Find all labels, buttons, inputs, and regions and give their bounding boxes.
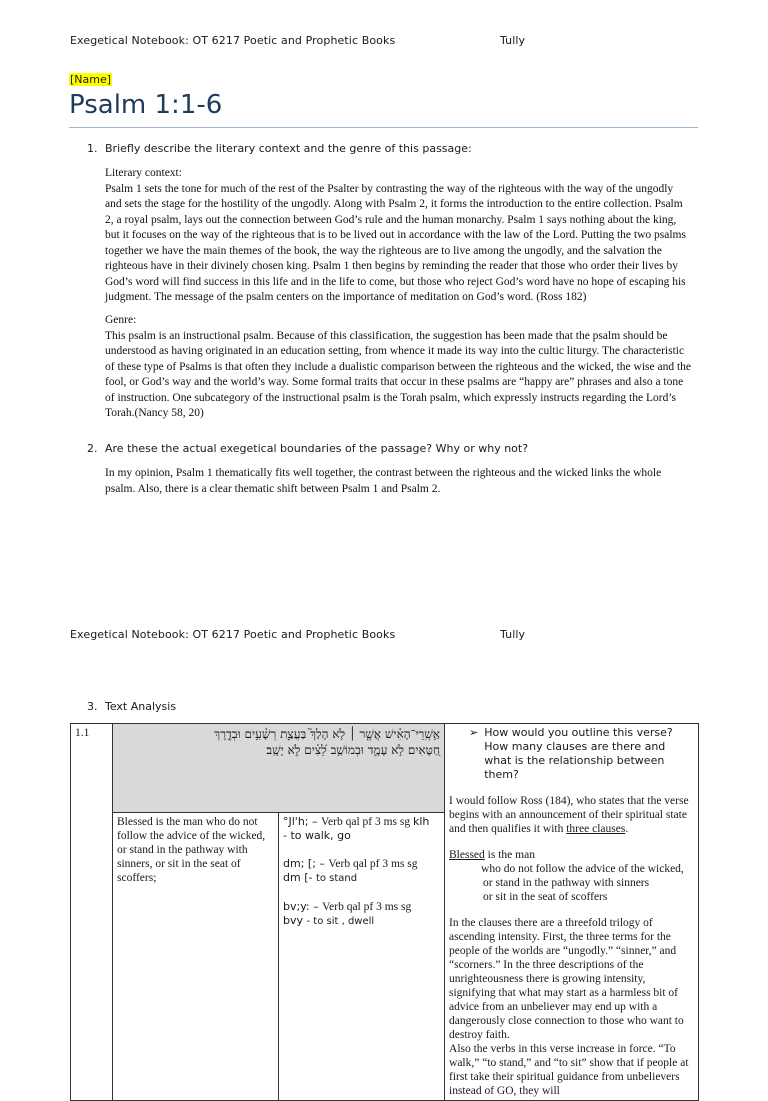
context-line: 2, a royal psalm, lays out the connection between God’s rule and the human monarchy. Psalm 1 says nothing about the king, [105,213,677,226]
q1-text: Briefly describe the literary context and the genre of this passage: [105,142,472,155]
analysis-intro [449,794,694,836]
q1-literary-context [105,166,705,306]
text-analysis-table [70,723,699,1101]
q2-answer [105,466,705,497]
analysis-question-text: How would you outline this verse? How many clauses are there and what is the relationship between them? [484,726,673,781]
genre-line: fool, or God’s way and the world’s way. Some formal traits that occur in these psalms are “happy are” phrases and also a tone [105,376,684,388]
hebrew-line: אַ֥שְֽׁרֵי־הָאִ֗ישׁ אֲשֶׁ֤ר ׀ לֹ֥א הָלַךְ֮ בַּעֲצַ֪ת רְשָׁ֫עִ֥ים וּבְדֶ֣רֶךְ [214,727,441,741]
running-header-author-2: Tully [500,628,526,641]
hebrew-text [113,724,445,813]
q1-genre [105,313,705,422]
parsing-entry [283,900,440,929]
genre-line: understood as having originated in an education setting, from whence it made its way into the cultic liturgy. The characteristic [105,345,685,357]
analysis-intro-text: I would follow Ross (184), who states that the verse begins with an announcement of their spiritual state and then qualifies it with [449,795,689,835]
verse-number: 1.1 [71,724,113,1101]
q2-answer-line: psalm. Also, there is a clear thematic shift between Psalm 1 and Psalm 2. [105,482,441,495]
running-header-author: Tully [500,34,526,47]
outline-head [449,848,694,862]
context-line: Psalm 1 sets the tone for much of the rest of the Psalter by contrasting the way of the righteous with the way of the ungodly [105,182,674,195]
outline-blessed: Blessed [449,849,485,861]
q3-number: 3. [87,700,98,713]
parsing-term: bv;y: – [283,900,323,914]
genre-line: Torah.(Nancy 58, 20) [105,407,204,419]
context-label: Literary context: [105,167,182,179]
genre-line: of instruction. One subcategory of the instructional psalm is the Torah psalm, which expressly instructs regarding the Lord’s [105,391,676,404]
parsing-root: bvy [283,914,307,928]
parsing-term: °Jl'h; – [283,815,321,829]
running-header-course: Exegetical Notebook: OT 6217 Poetic and Prophetic Books [70,34,396,47]
outline-clause-3: or sit in the seat of scoffers [483,891,608,903]
name-placeholder [69,68,112,87]
context-line: God’s word will find success in this life and in the life to come, but those who reject God’s word have no hope of escaping his [105,275,686,288]
parsing-root: klh [413,815,430,829]
genre-label: Genre: [105,314,137,326]
parsing-gloss: - to sit , dwell [306,916,375,928]
context-line: but it focuses on the way of the righteous that is to be lived out in accordance with the law of the Lord. Putting the two psalms [105,229,686,241]
hebrew-line: חַ֭טָּאִים לֹ֥א עָמָ֑ד וּבְמוֹשַׁ֥ב לֵ֝צִ֗ים לֹ֣א יָשָֽׁב׃ [266,743,441,757]
page-title: Psalm 1:1-6 [69,90,223,120]
arrow-bullet-icon: ➢ [469,726,479,739]
analysis-paragraph-2: In the clauses there are a threefold trilogy of ascending intensity. First, the three terms for the people of the worlds are “ungodly.” “sinner,” and “scorners.” In the three descriptions of the unrighteousness there is growing intensity, signifying that what may start as a harmless bit of advice from an unbeliever may end up with a dangerously close connection to those who want to destroy faith. [449,917,684,1041]
table-row [71,724,699,813]
translation-cell: Blessed is the man who do not follow the advice of the wicked, or stand in the pathway with sinners, or sit in the seat of scoffers; [113,813,279,1101]
parsing-morph: Verb qal pf 3 ms sg [322,901,412,914]
parsing-entry [283,857,440,886]
verse-outline [449,848,694,904]
genre-line: of these type of Psalms is that often they include a dualistic comparison between the righteous and the wicked, the wise and the [105,360,692,373]
context-line: judgment. The message of the psalm centers on the importance of meditation on God’s word. (Ross 182) [105,291,587,303]
q2-answer-line: In my opinion, Psalm 1 thematically fits well together, the contrast between the righteous and the wicked links the whole [105,467,662,479]
q3-text: Text Analysis [105,700,177,713]
running-header-course-2: Exegetical Notebook: OT 6217 Poetic and Prophetic Books [70,628,396,641]
parsing-morph: Verb qal pf 3 ms sg [328,858,418,871]
parsing-cell [279,813,445,1101]
context-line: and sets the stage for the hostility of the ungodly. Along with Psalm 2, it forms the introduction to the entire collection. Psalm [105,198,683,210]
context-line: together we have the main themes of the book, the way the righteous are to live among the ungodly, and the salvation the [105,244,662,257]
q2-number: 2. [87,442,98,455]
parsing-root: dm [- [283,871,316,885]
genre-line: This psalm is an instructional psalm. Because of this classification, the suggestion has been made that the psalm should be [105,329,668,342]
parsing-morph: Verb qal pf 3 ms sg [321,816,413,829]
q2-text: Are these the actual exegetical boundaries of the passage? Why or why not? [105,442,529,455]
outline-clause-1: who do not follow the advice of the wicked, [481,863,684,875]
analysis-cell [445,724,699,1101]
q1-number: 1. [87,142,98,155]
parsing-term: dm; [; – [283,857,329,871]
parsing-gloss: to stand [315,873,358,885]
outline-clause-2: or stand in the pathway with sinners [483,877,650,889]
context-line: righteous have in their divinely chosen king. Psalm 1 then begins by reminding the reader that those who order their lives by [105,260,678,272]
outline-rest: is the man [484,849,535,861]
parsing-entry [283,815,440,843]
analysis-intro-end: . [625,823,629,835]
analysis-question [449,726,694,782]
parsing-gloss: - to walk, go [283,829,351,843]
title-rule [69,127,698,128]
analysis-paragraph-3: Also the verbs in this verse increase in force. “To walk,” “to stand,” and “to sit” show that if people at first take their spiritual guidance from unbelievers instead of GO, they will [449,1043,689,1097]
name-placeholder-text: [Name] [70,73,112,86]
analysis-intro-underlined: three clauses [566,823,626,835]
